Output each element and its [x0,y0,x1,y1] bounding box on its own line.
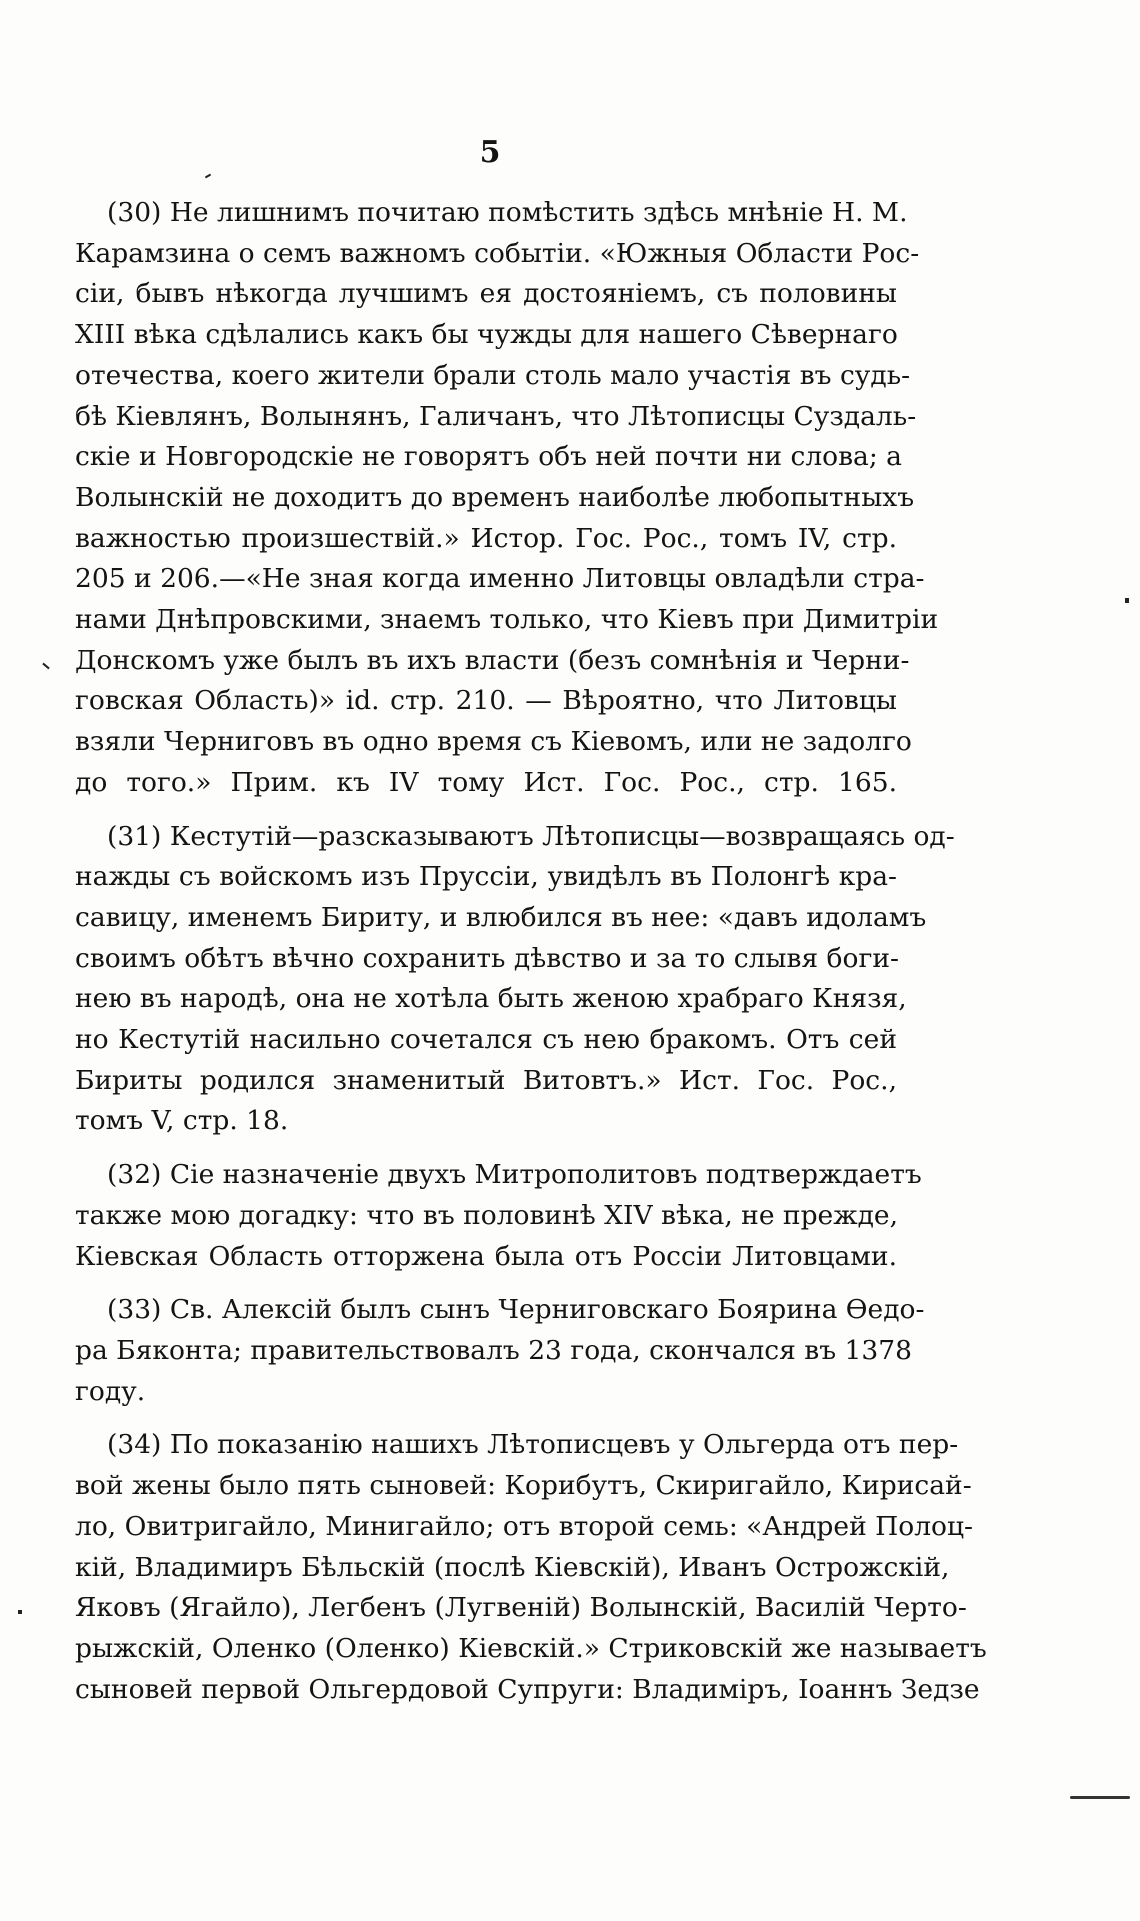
page-number: 5 [479,135,501,170]
note-line: до того.» Прим. къ IV тому Ист. Гос. Рос., стр. 165. [75,766,897,798]
note-line: вой жены было пять сыновей: Корибутъ, Скиригайло, Кирисай- [75,1470,972,1502]
note-line: (31) Кестутій—разсказываютъ Лѣтописцы—возвращаясь од- [107,820,955,852]
note-line: но Кестутій насильно сочетался съ нею бракомъ. Отъ сей [75,1024,897,1056]
note-line: Кіевская Область отторжена была отъ Россіи Литовцами. [75,1240,897,1272]
note-line: (34) По показанію нашихъ Лѣтописцевъ у Ольгерда отъ пер- [107,1429,959,1461]
note-line: рыжскій, Оленко (Оленко) Кіевскій.» Стриковскій же называетъ [75,1632,987,1664]
note-line: ло, Овитригайло, Минигайло; отъ второй семь: «Андрей Полоц- [75,1510,974,1542]
note-line: 205 и 206.—«Не зная когда именно Литовцы овладѣли стра- [75,563,925,595]
note-line: XIII вѣка сдѣлались какъ бы чужды для нашего Сѣвернаго [75,319,898,351]
note-line: сыновей первой Ольгердовой Супруги: Владиміръ, Іоаннъ Зедзе [75,1673,980,1705]
note-line: томъ V, стр. 18. [75,1105,289,1137]
note-30 [75,193,939,804]
scan-speck [205,174,211,179]
note-line: говская Область)» id. стр. 210. — Вѣроятно, что Литовцы [75,685,897,717]
note-32 [75,1155,922,1277]
note-line: своимъ обѣтъ вѣчно сохранить дѣвство и за то слывя боги- [75,942,899,974]
note-line: Волынскій не доходитъ до временъ наиболѣе любопытныхъ [75,481,915,513]
note-line: Бириты родился знаменитый Витовтъ.» Ист. Гос. Рос., [75,1064,897,1096]
scan-edge-mark [1070,1796,1130,1799]
note-line: нею въ народѣ, она не хотѣла быть женою храбраго Князя, [75,983,907,1015]
footnotes-column [75,193,987,1723]
note-line: Донскомъ уже былъ въ ихъ власти (безъ сомнѣнія и Черни- [75,644,910,676]
scan-speck [18,1610,22,1614]
note-line: взяли Черниговъ въ одно время съ Кіевомъ, или не задолго [75,726,912,758]
note-line: кій, Владимиръ Бѣльскій (послѣ Кіевскій), Иванъ Острожскій, [75,1551,950,1583]
note-line: ра Бяконта; правительствовалъ 23 года, скончался въ 1378 [75,1334,912,1366]
note-line: Карамзина о семъ важномъ событіи. «Южныя Области Рос- [75,237,920,269]
note-34 [75,1425,987,1710]
note-line: (33) Св. Алексій былъ сынъ Черниговскаго Боярина Өедо- [107,1294,925,1326]
note-33 [75,1290,925,1412]
note-31 [75,817,955,1143]
note-line: нажды съ войскомъ изъ Пруссіи, увидѣлъ въ Полонгѣ кра- [75,861,897,893]
note-line: Яковъ (Ягайло), Легбенъ (Лугвеній) Волынскій, Василій Черто- [75,1592,967,1624]
note-line: сіи, бывъ нѣкогда лучшимъ ея достояніемъ, съ половины [75,278,897,310]
scan-speck [42,663,49,670]
scan-speck [1125,598,1129,603]
note-line: савицу, именемъ Бириту, и влюбился въ нее: «давъ идоламъ [75,901,927,933]
note-line: году. [75,1375,146,1407]
note-line: скіе и Новгородскіе не говорятъ объ ней почти ни слова; а [75,441,902,473]
note-line: важностью произшествій.» Истор. Гос. Рос., томъ IV, стр. [75,522,897,554]
note-line: (32) Сіе назначеніе двухъ Митрополитовъ подтверждаетъ [107,1159,922,1191]
note-line: нами Днѣпровскими, знаемъ только, что Кіевъ при Димитріи [75,604,939,636]
note-line: отечества, коего жители брали столь мало участія въ судь- [75,359,911,391]
note-line: (30) Не лишнимъ почитаю помѣстить здѣсь мнѣніе Н. М. [107,197,908,228]
note-line: также мою догадку: что въ половинѣ XIV вѣка, не прежде, [75,1199,899,1231]
note-line: бѣ Кіевлянъ, Волынянъ, Галичанъ, что Лѣтописцы Суздаль- [75,400,917,432]
